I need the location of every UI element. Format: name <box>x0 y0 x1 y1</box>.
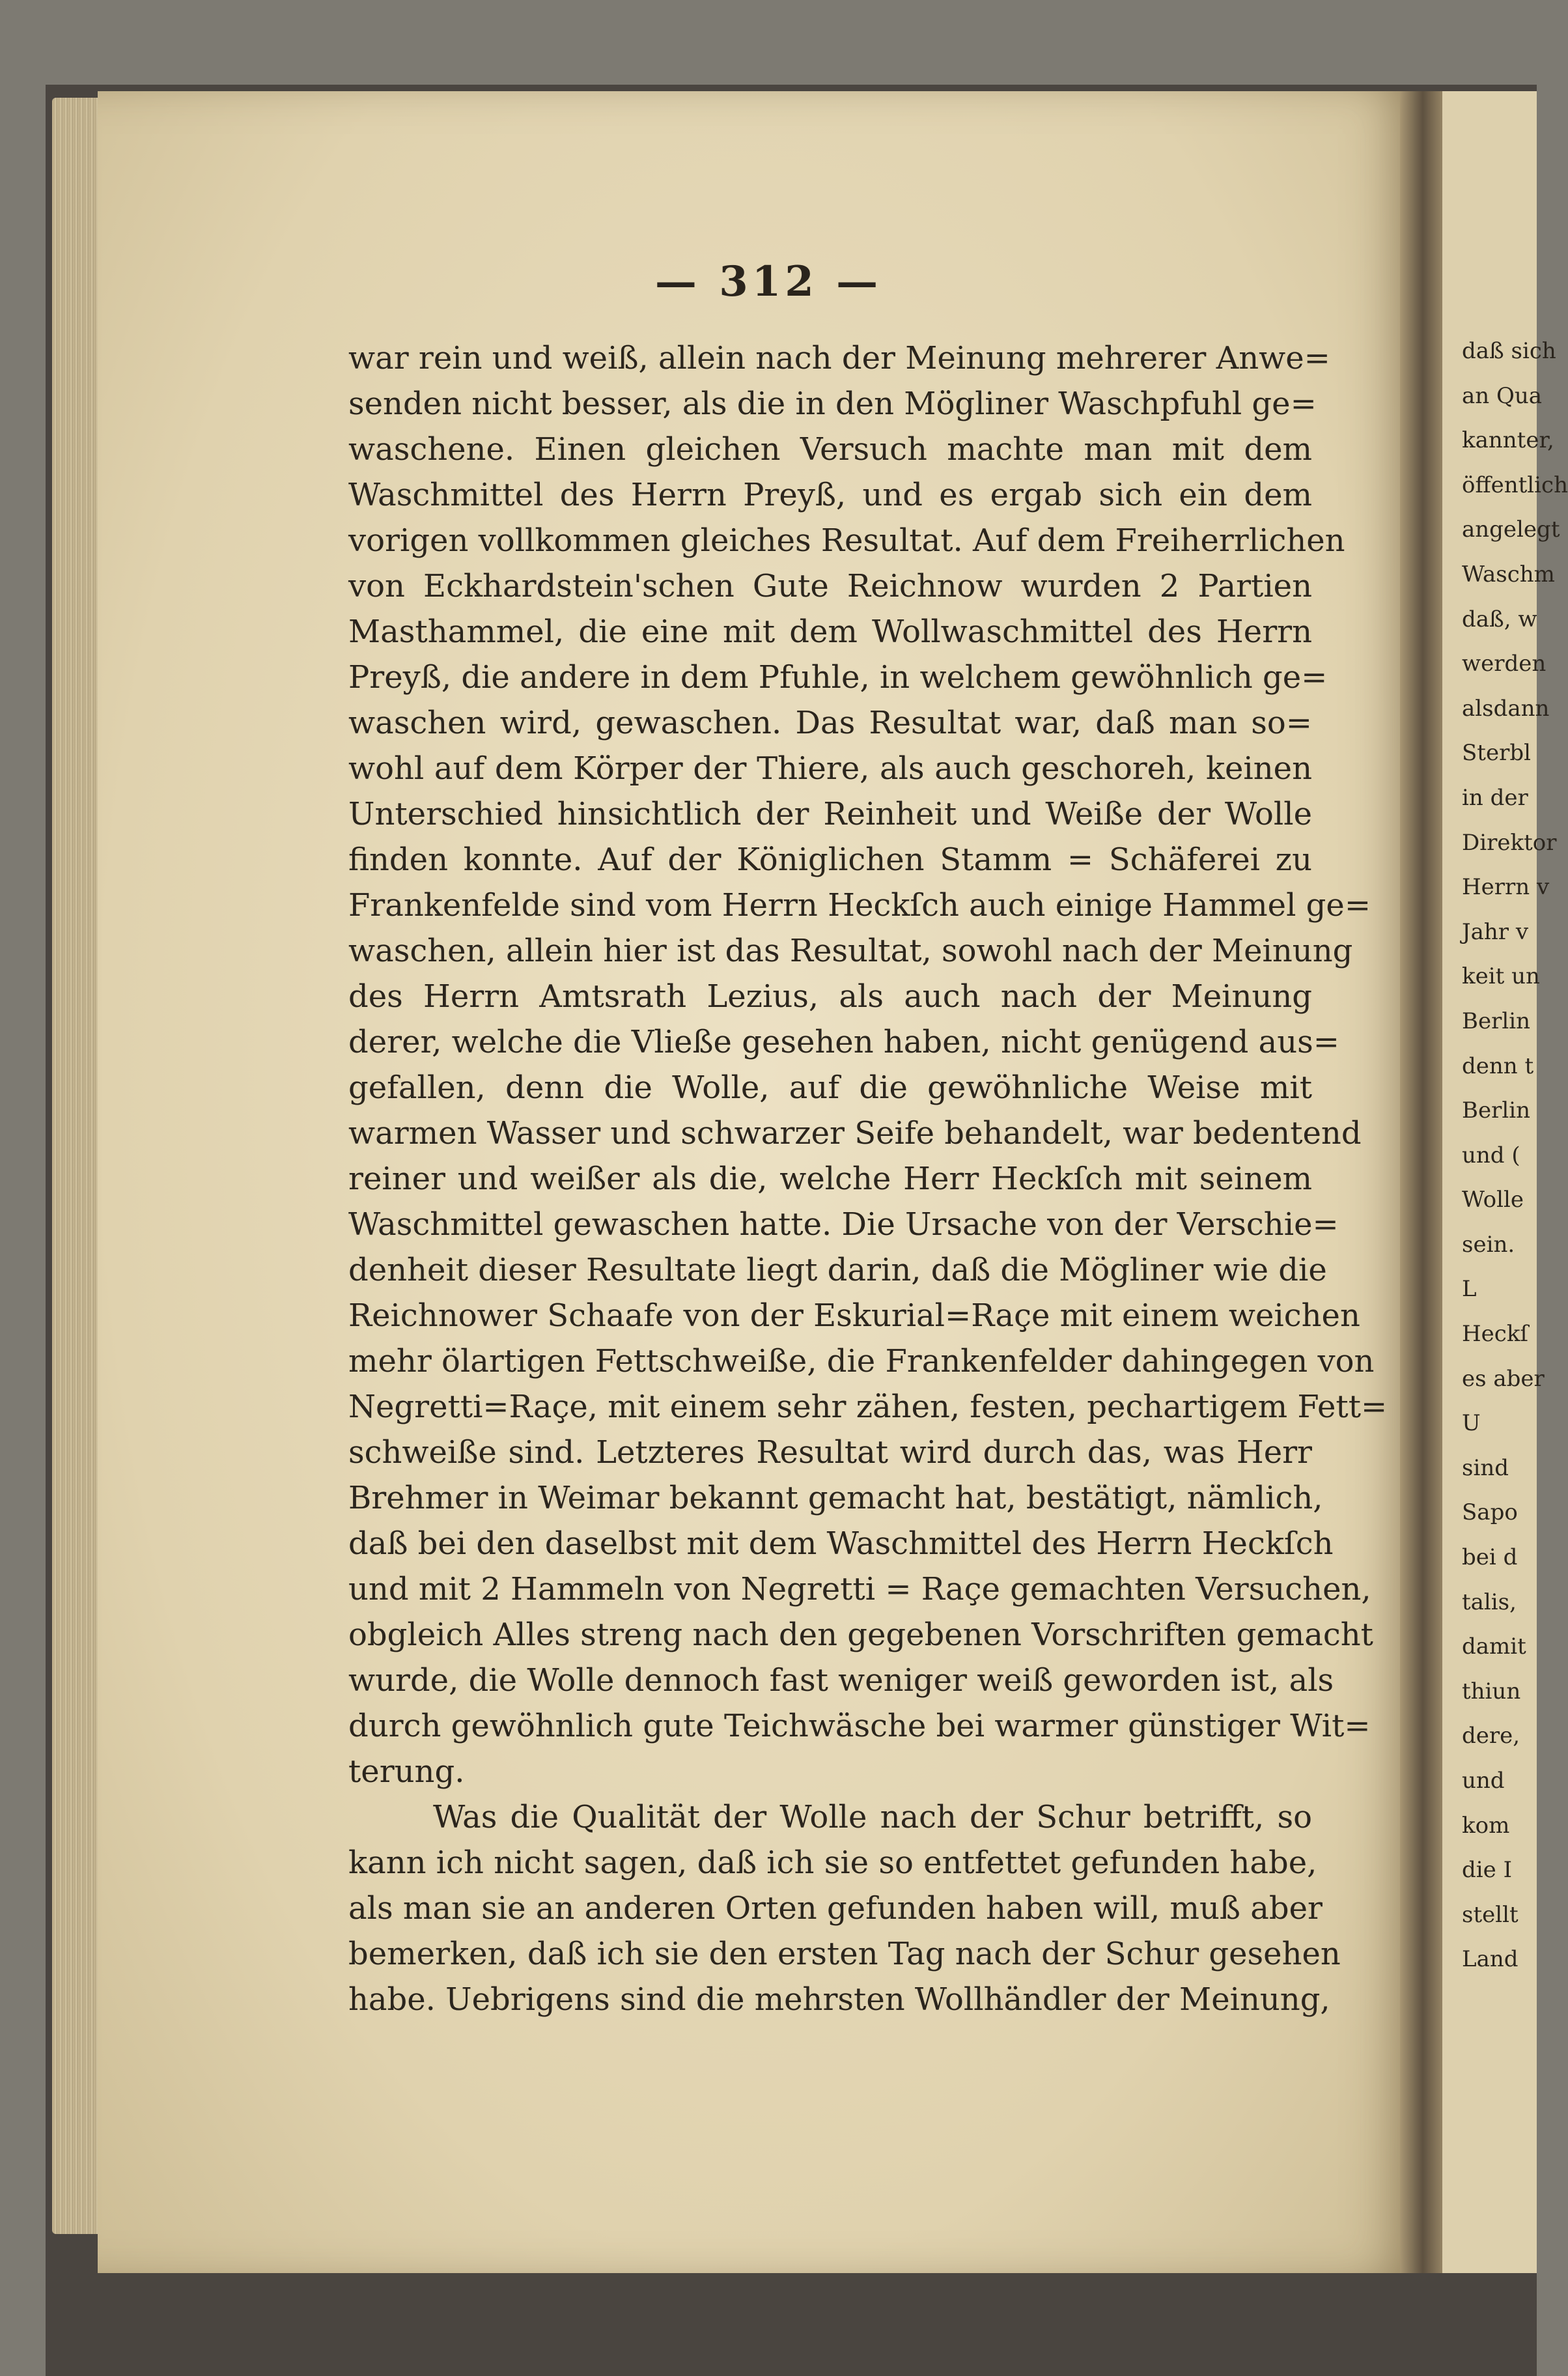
text-line: denheit dieser Resultate liegt darin, daß die Mögliner wie die <box>348 1252 1327 1288</box>
text-line: war rein und weiß, allein nach der Meinung mehrerer Anwe= <box>348 340 1330 376</box>
text-line: Waschmittel gewaschen hatte. Die Ursache von der Verschie= <box>348 1206 1339 1243</box>
fragment-line: U <box>1462 1410 1481 1437</box>
fragment-line: die I <box>1462 1857 1512 1884</box>
text-line: habe. Uebrigens sind die mehrsten Wollhändler der Meinung, <box>348 1981 1330 2018</box>
text-line: bemerken, daß ich sie den ersten Tag nach der Schur gesehen <box>348 1936 1341 1972</box>
fragment-line: sein. <box>1462 1231 1515 1258</box>
text-line: durch gewöhnlich gute Teichwäsche bei warmer günstiger Wit= <box>348 1708 1371 1744</box>
fragment-line: Waschm <box>1462 561 1555 587</box>
text-line: als man sie an anderen Orten gefunden haben will, muß aber <box>348 1890 1323 1927</box>
fragment-line: Sapo <box>1462 1499 1518 1526</box>
text-line: waschen wird, gewaschen. Das Resultat war, daß man so= <box>348 705 1312 741</box>
text-line: mehr ölartigen Fettschweiße, die Frankenfelder dahingegen von <box>348 1343 1375 1379</box>
text-line: kann ich nicht sagen, daß ich sie so entfettet gefunden habe, <box>348 1845 1317 1881</box>
fragment-line: werden <box>1462 651 1547 677</box>
text-line: daß bei den daselbst mit dem Waschmittel des Herrn Heckſch <box>348 1525 1334 1562</box>
fragment-line: L <box>1462 1276 1477 1303</box>
fragment-line: Berlin <box>1462 1097 1531 1124</box>
fragment-line: Jahr v <box>1462 918 1529 945</box>
fragment-line: alsdann <box>1462 695 1550 722</box>
fragment-line: kannter, <box>1462 427 1554 454</box>
fragment-line: und <box>1462 1768 1505 1794</box>
book-gutter <box>1400 91 1446 2273</box>
fragment-line: Berlin <box>1462 1008 1531 1034</box>
fragment-line: kom <box>1462 1812 1510 1839</box>
page-number-header: — 312 — <box>654 257 882 306</box>
fragment-line: öffentlich <box>1462 472 1568 498</box>
body-text <box>348 335 1388 2022</box>
text-line: wohl auf dem Körper der Thiere, als auch geschoreh, keinen <box>348 750 1312 787</box>
fragment-line: Wolle <box>1462 1187 1524 1213</box>
fragment-line: daß, w <box>1462 606 1537 632</box>
text-line: vorigen vollkommen gleiches Resultat. Auf dem Freiherrlichen <box>348 522 1345 559</box>
text-line: waschene. Einen gleichen Versuch machte man mit dem <box>348 431 1312 468</box>
fragment-line: Direktor <box>1462 829 1557 856</box>
page-edges <box>52 98 104 2234</box>
text-line: gefallen, denn die Wolle, auf die gewöhnliche Weise mit <box>348 1069 1312 1106</box>
fragment-line: Heckſ <box>1462 1321 1528 1348</box>
fragment-line: denn t <box>1462 1053 1534 1079</box>
text-line: senden nicht besser, als die in den Mögliner Waschpfuhl ge= <box>348 386 1317 422</box>
text-line: warmen Wasser und schwarzer Seife behandelt, war bedentend <box>348 1115 1362 1152</box>
text-line: Waschmittel des Herrn Preyß, und es ergab sich ein dem <box>348 477 1312 513</box>
text-line: Frankenfelde sind vom Herrn Heckſch auch einige Hammel ge= <box>348 887 1371 924</box>
text-line: finden konnte. Auf der Königlichen Stamm = Schäferei zu <box>348 842 1312 878</box>
text-line: wurde, die Wolle dennoch fast weniger weiß geworden ist, als <box>348 1662 1334 1699</box>
fragment-line: an Qua <box>1462 382 1543 409</box>
fragment-line: Herrn v <box>1462 874 1550 901</box>
fragment-line: damit <box>1462 1634 1526 1660</box>
text-line: und mit 2 Hammeln von Negretti = Raçe gemachten Versuchen, <box>348 1571 1371 1607</box>
text-line: Brehmer in Weimar bekannt gemacht hat, bestätigt, nämlich, <box>348 1480 1323 1516</box>
fragment-line: dere, <box>1462 1723 1520 1749</box>
text-line: reiner und weißer als die, welche Herr Heckſch mit seinem <box>348 1161 1312 1197</box>
fragment-line: es aber <box>1462 1365 1545 1392</box>
fragment-line: sind <box>1462 1454 1509 1481</box>
fragment-line: bei d <box>1462 1544 1518 1571</box>
text-line: Unterschied hinsichtlich der Reinheit und Weiße der Wolle <box>348 796 1312 832</box>
fragment-line: Sterbl <box>1462 740 1531 767</box>
fragment-line: daß sich <box>1462 338 1556 364</box>
fragment-line: in der <box>1462 784 1528 811</box>
fragment-line: keit un <box>1462 963 1540 990</box>
text-line: Was die Qualität der Wolle nach der Schur betrifft, so <box>433 1799 1312 1835</box>
text-line: Preyß, die andere in dem Pfuhle, in welchem gewöhnlich ge= <box>348 659 1328 696</box>
text-line: des Herrn Amtsrath Lezius, als auch nach der Meinung <box>348 978 1312 1015</box>
fragment-line: talis, <box>1462 1589 1517 1615</box>
fragment-line: und ( <box>1462 1142 1520 1168</box>
text-line: derer, welche die Vließe gesehen haben, nicht genügend aus= <box>348 1024 1339 1060</box>
text-line: waschen, allein hier ist das Resultat, sowohl nach der Meinung <box>348 933 1353 969</box>
text-line: obgleich Alles streng nach den gegebenen Vorschriften gemacht <box>348 1617 1373 1653</box>
right-page-fragments <box>1462 329 1568 1982</box>
text-line: von Eckhardstein'schen Gute Reichnow wurden 2 Partien <box>348 568 1312 604</box>
fragment-line: stellt <box>1462 1901 1519 1928</box>
text-line: schweiße sind. Letzteres Resultat wird durch das, was Herr <box>348 1434 1312 1471</box>
fragment-line: thiun <box>1462 1678 1521 1704</box>
text-line: terung. <box>348 1753 465 1790</box>
fragment-line: angelegt <box>1462 516 1560 543</box>
text-line: Reichnower Schaafe von der Eskurial=Raçe mit einem weichen <box>348 1297 1360 1334</box>
text-line: Masthammel, die eine mit dem Wollwaschmittel des Herrn <box>348 614 1312 650</box>
fragment-line: Land <box>1462 1946 1519 1973</box>
text-line: Negretti=Raçe, mit einem sehr zähen, festen, pechartigem Fett= <box>348 1389 1388 1425</box>
